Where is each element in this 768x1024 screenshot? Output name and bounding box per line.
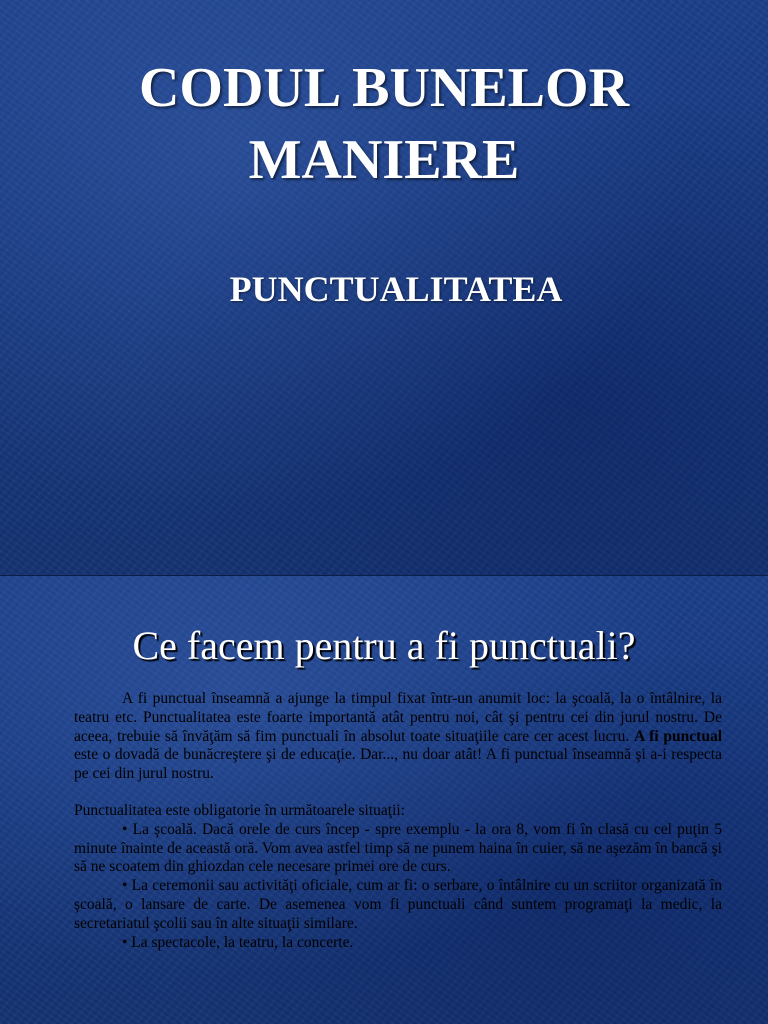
paragraph-definition (74, 690, 722, 784)
slide-title-line-1: CODUL BUNELOR (138, 57, 630, 119)
content-body (74, 690, 722, 952)
paragraph-definition-bold: A fi punctual (634, 727, 723, 745)
bullet-item-ceremonies: • La ceremonii sau activităţi oficiale, cum ar fi: o serbare, o întâlnire cu un scriitor organizată în şcoală, o lansare de carte. De asemenea vom fi punctuali când suntem programaţi la medic, la secretariatul şcolii sau în alte situaţii similare. (74, 877, 722, 932)
paragraph-definition-text-1: A fi punctual înseamnă a ajunge la timpul fixat într-un anumit loc: la şcoală, la o întâlnire, la teatru etc. Punctualitatea este foarte importantă atât pentru noi, cât şi pentru cei din jurul nostru. De aceea, trebuie să învăţăm să fim punctuali în absolut toate situaţiile care cer acest lucru. (74, 690, 722, 745)
paragraph-definition-text-2: este o dovadă de bunăcreştere şi de educaţie. Dar..., nu doar atât! A fi punctual înseamnă şi a-i respecta pe cei din jurul nostru. (74, 746, 722, 783)
slide-subtitle: PUNCTUALITATEA (229, 269, 563, 309)
content-slide (0, 576, 768, 1024)
content-title: Ce facem pentru a fi punctuali? (132, 623, 636, 668)
bullet-item-shows: • La spectacole, la teatru, la concerte. (122, 933, 354, 951)
slide-title-line-2: MANIERE (248, 129, 520, 191)
bullet-item-school: • La şcoală. Dacă orele de curs încep - spre exemplu - la ora 8, vom fi în clasă cu cel puţin 5 minute înainte de această oră. Vom avea astfel timp să ne punem haina în cuier, să ne aşezăm în bancă şi să ne scoatem din ghiozdan cele necesare primei ore de curs. (74, 820, 722, 876)
slide-title (0, 52, 768, 196)
situations-intro: Punctualitatea este obligatorie în următoarele situaţii: (74, 801, 405, 819)
